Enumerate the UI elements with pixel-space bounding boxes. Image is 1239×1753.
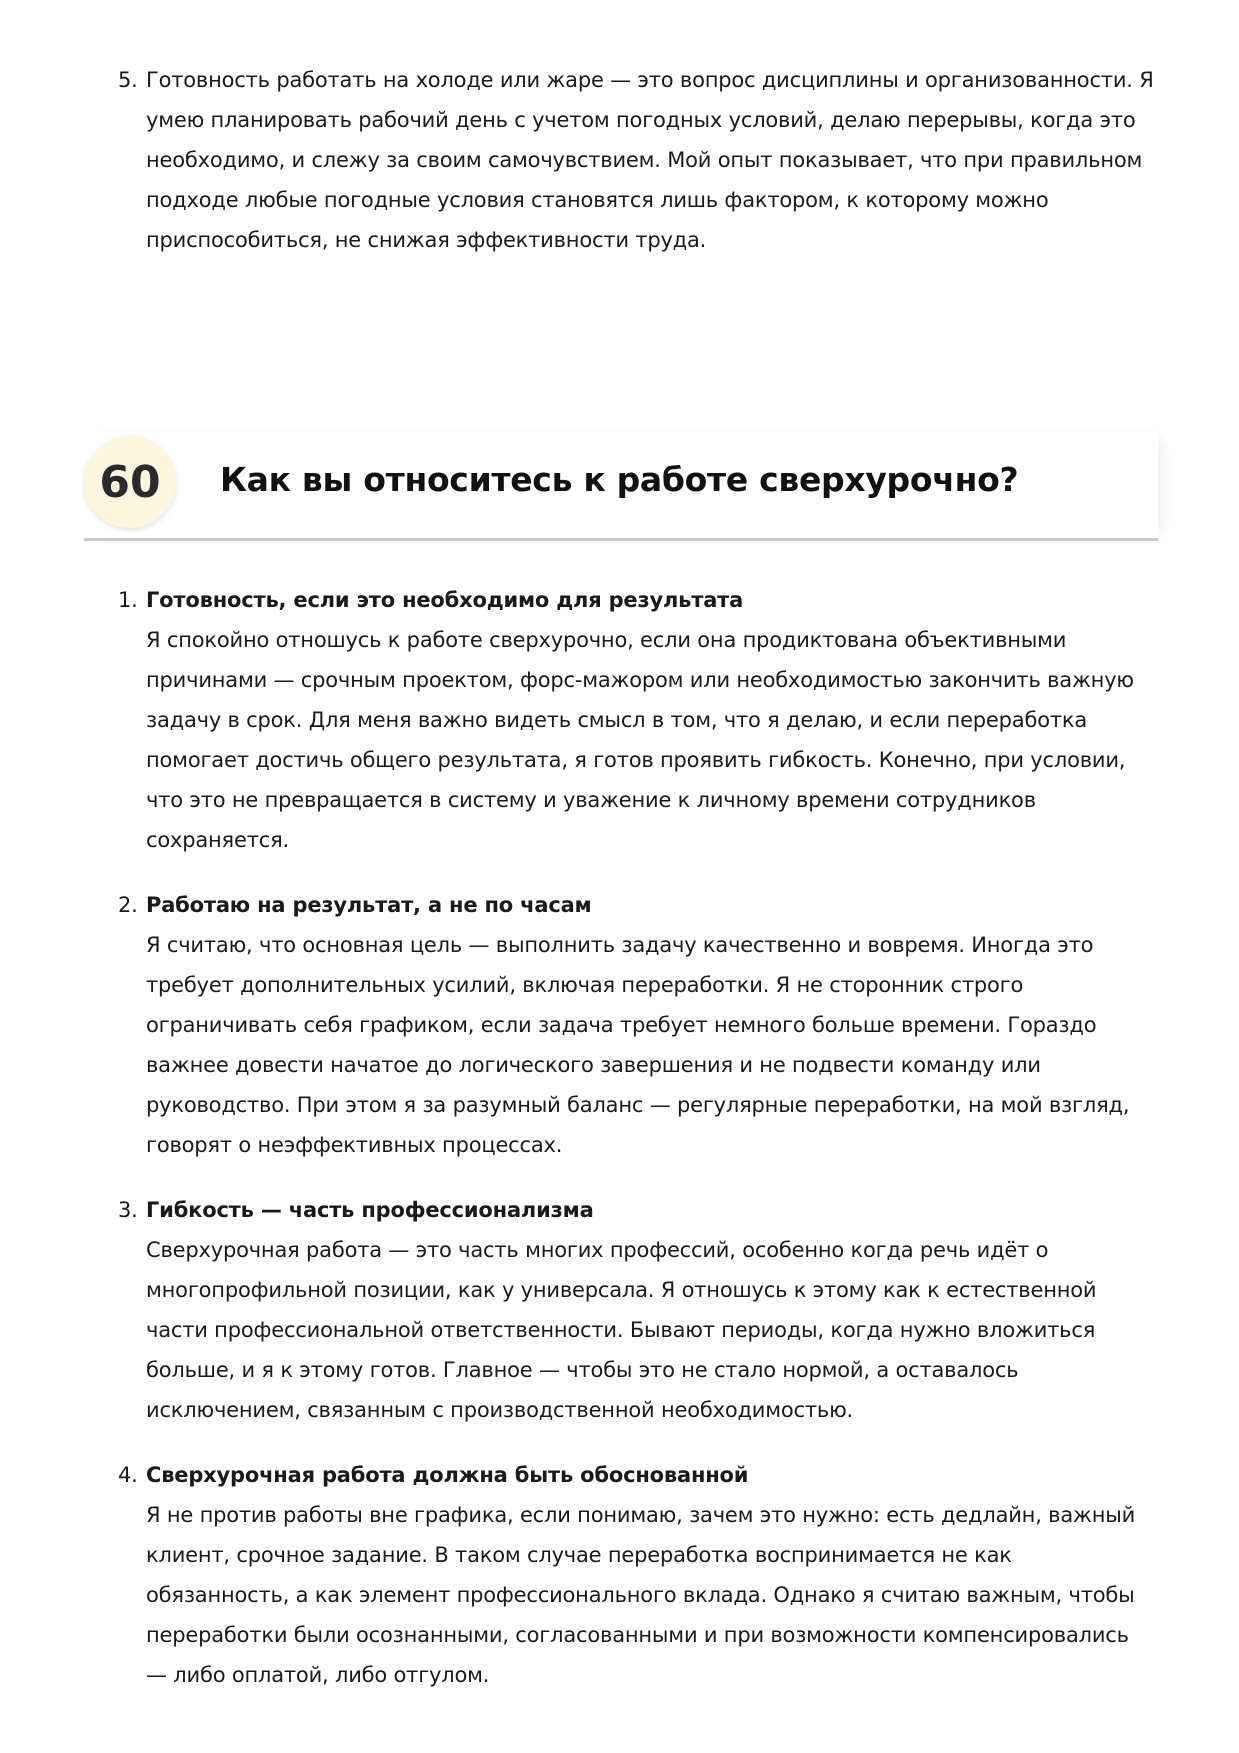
item-number: 2. <box>118 893 138 917</box>
item-title: Сверхурочная работа должна быть обоснованной <box>146 1463 749 1487</box>
list-item <box>116 60 1156 260</box>
item-title: Работаю на результат, а не по часам <box>146 893 592 917</box>
item-text: Я спокойно отношусь к работе сверхурочно, если она продиктована объективными причинами — срочным проектом, форс-мажором или необходимостью закончить важную задачу в срок. Для меня важно видеть смысл в том, что я делаю, и если переработка помогает достичь общего результата, я готов проявить гибкость. Конечно, при условии, что это не превращается в систему и уважение к личному времени сотрудников сохраняется. <box>146 628 1134 852</box>
list-item <box>116 885 1156 1165</box>
item-text: Сверхурочная работа — это часть многих профессий, особенно когда речь идёт о многопрофильной позиции, как у универсала. Я отношусь к этому как к естественной части профессиональной ответственности. Бывают периоды, когда нужно вложиться больше, и я к этому готов. Главное — чтобы это не стало нормой, а оставалось исключением, связанным с производственной необходимостью. <box>146 1238 1097 1422</box>
question-title: Как вы относитесь к работе сверхурочно? <box>220 460 1019 499</box>
item-title: Готовность, если это необходимо для результата <box>146 588 744 612</box>
item-number: 1. <box>118 588 138 612</box>
item-title: Гибкость — часть профессионализма <box>146 1198 594 1222</box>
item-number: 5. <box>118 68 138 92</box>
question-header <box>84 432 1158 541</box>
previous-answer-list <box>116 60 1156 260</box>
list-item <box>116 1455 1156 1695</box>
item-text: Я не против работы вне графика, если понимаю, зачем это нужно: есть дедлайн, важный клиент, срочное задание. В таком случае переработка воспринимается не как обязанность, а как элемент профессионального вклада. Однако я считаю важным, чтобы переработки были осознанными, согласованными и при возможности компенсировались — либо оплатой, либо отгулом. <box>146 1503 1136 1687</box>
item-text: Готовность работать на холоде или жаре — это вопрос дисциплины и организованности. Я умею планировать рабочий день с учетом погодных условий, делаю перерывы, когда это необходимо, и слежу за своим самочувствием. Мой опыт показывает, что при правильном подходе любые погодные условия становятся лишь фактором, к которому можно приспособиться, не снижая эффективности труда. <box>146 68 1154 252</box>
item-number: 4. <box>118 1463 138 1487</box>
list-item <box>116 580 1156 860</box>
item-text: Я считаю, что основная цель — выполнить задачу качественно и вовремя. Иногда это требует дополнительных усилий, включая переработки. Я не сторонник строго ограничивать себя графиком, если задача требует немного больше времени. Гораздо важнее довести начатое до логического завершения и не подвести команду или руководство. При этом я за разумный баланс — регулярные переработки, на мой взгляд, говорят о неэффективных процессах. <box>146 933 1130 1157</box>
list-item <box>116 1190 1156 1430</box>
question-number-badge: 60 <box>84 436 176 528</box>
answer-list <box>116 580 1156 1720</box>
item-number: 3. <box>118 1198 138 1222</box>
